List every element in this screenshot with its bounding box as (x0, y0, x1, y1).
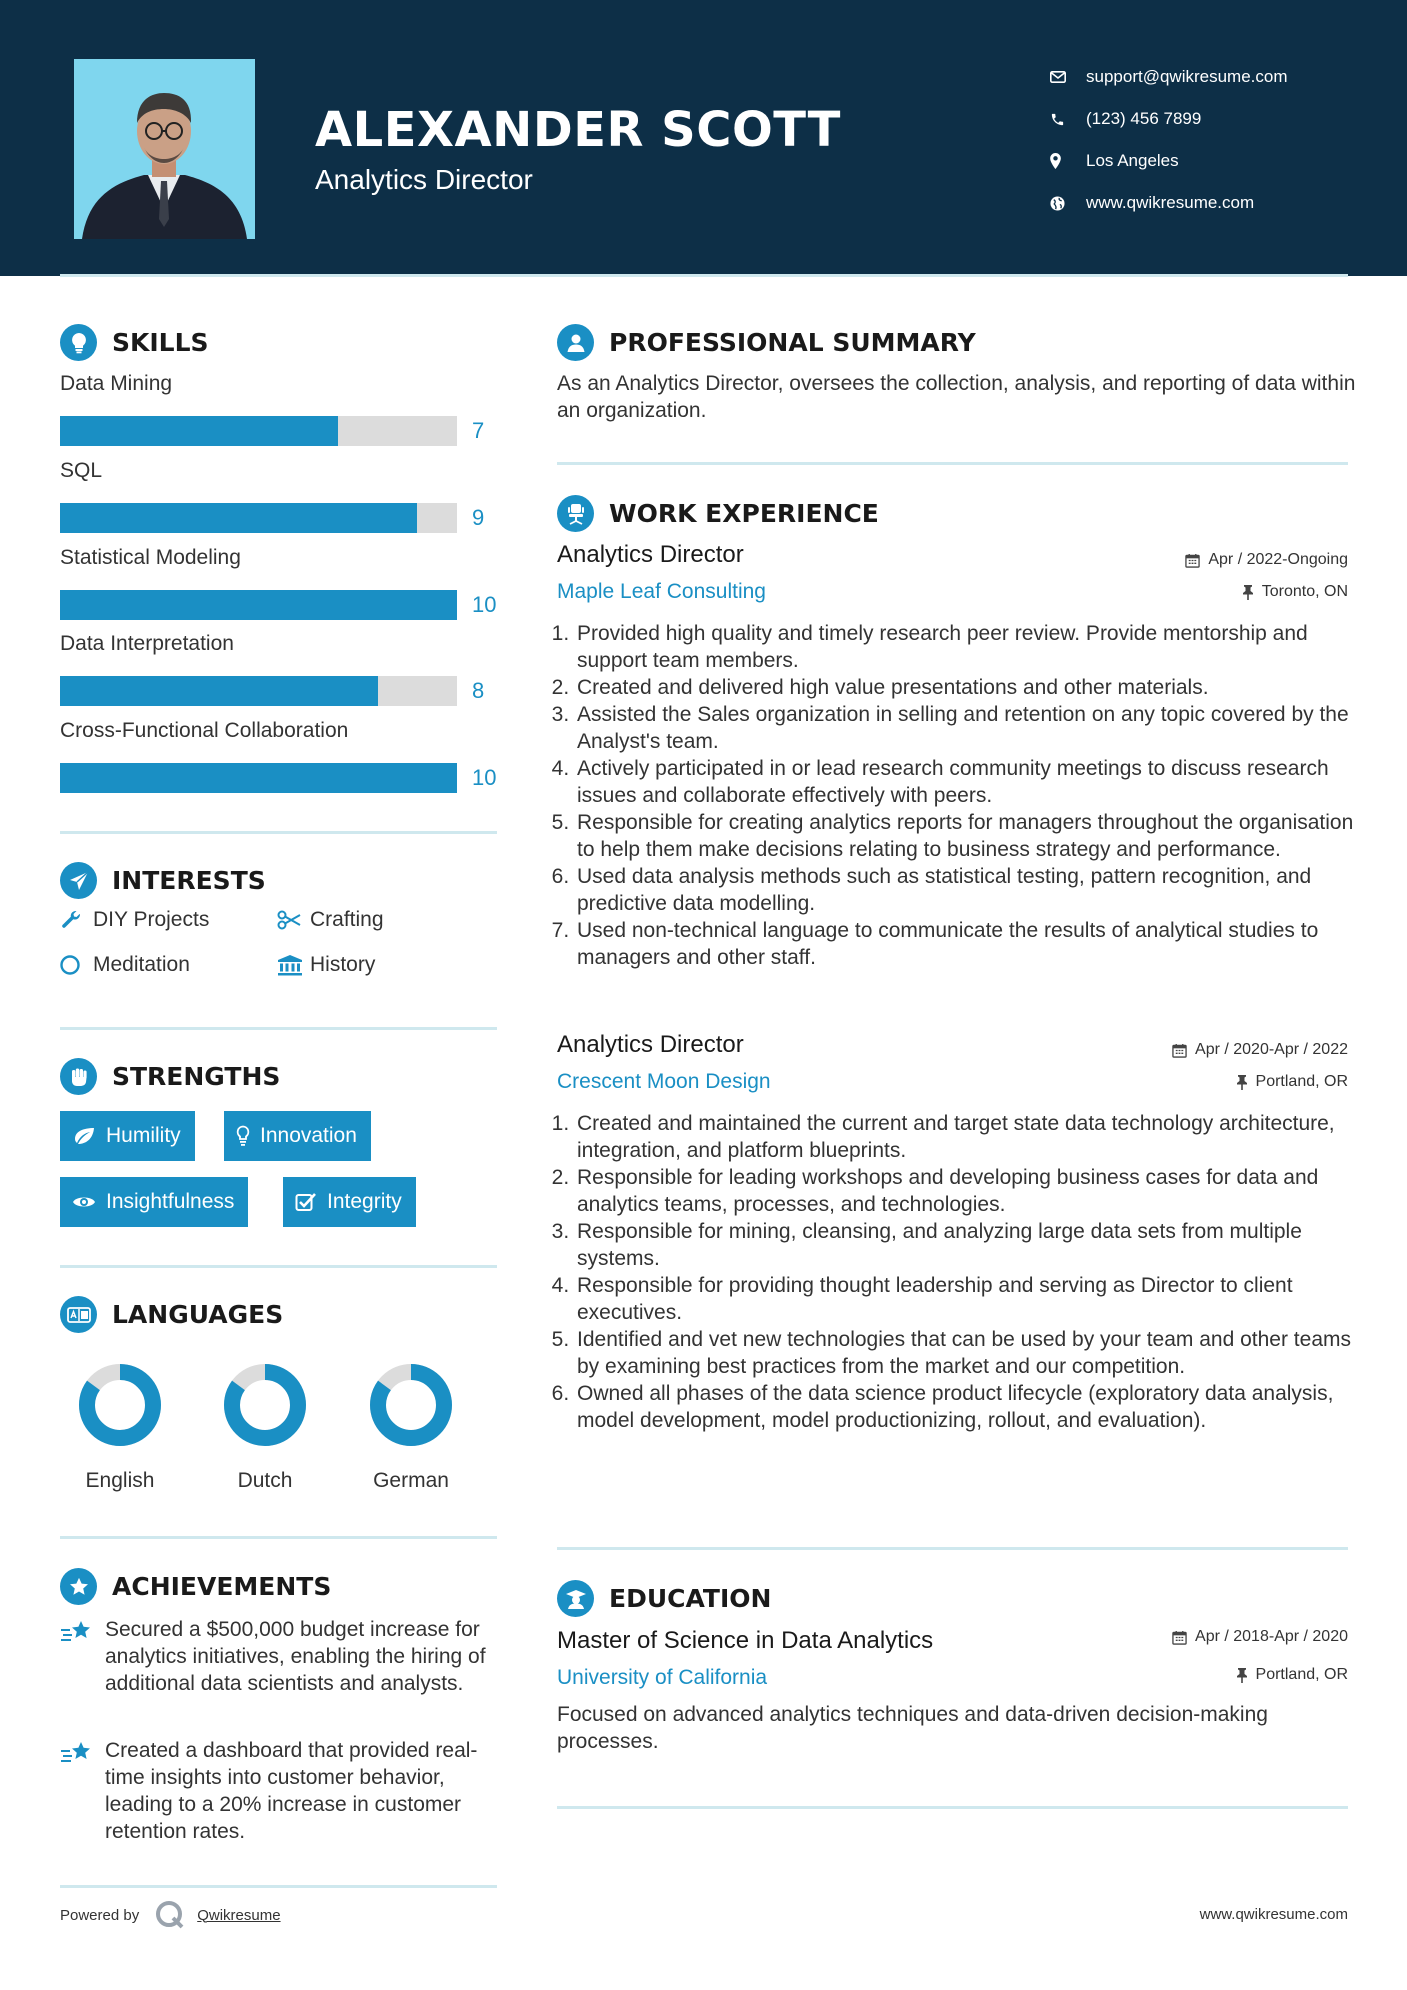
job-location-text: Portland, OR (1255, 1073, 1348, 1090)
footer-website[interactable]: www.qwikresume.com (1199, 1906, 1348, 1923)
interest-label: DIY Projects (93, 908, 210, 931)
interest-item (277, 908, 384, 932)
skill-bar-track (60, 416, 457, 446)
languages-title: LANGUAGES (112, 1300, 284, 1329)
profile-photo (74, 59, 255, 239)
skill-item (60, 370, 500, 446)
skill-name: Statistical Modeling (60, 546, 241, 569)
interest-label: Meditation (93, 953, 190, 976)
skill-item (60, 457, 500, 533)
job-duty: 7. Used non-technical language to communicate the results of analytical studies to managers and other staff. (575, 917, 1357, 971)
leaf-icon (72, 1127, 96, 1145)
job-duty: 5. Responsible for creating analytics reports for managers throughout the organisation to help them make decisions relating to business strategy and performance. (575, 809, 1357, 863)
qwikresume-logo-icon (155, 1900, 185, 1930)
job-duty: 1. Provided high quality and timely research peer review. Provide mentorship and support team members. (575, 620, 1357, 674)
summary-text: As an Analytics Director, oversees the collection, analysis, and reporting of data within an organization. (557, 372, 1356, 422)
skill-item (60, 717, 500, 793)
section-divider (60, 1536, 497, 1539)
summary-heading (557, 324, 976, 361)
language-donut (205, 1360, 325, 1450)
job-duty: 2. Responsible for leading workshops and developing business cases for data and analytics teams, processes, and technologies. (575, 1164, 1357, 1218)
shooting-star-icon (60, 1737, 105, 1845)
job-duty: 2. Created and delivered high value presentations and other materials. (575, 674, 1357, 701)
strength-tag (60, 1111, 195, 1161)
job-duty: 6. Used data analysis methods such as statistical testing, pattern recognition, and predictive data modelling. (575, 863, 1357, 917)
languages-heading (60, 1296, 283, 1333)
user-icon (557, 324, 594, 361)
language-donut (351, 1360, 471, 1450)
contact-email[interactable] (1050, 56, 1288, 98)
contact-website[interactable] (1050, 182, 1288, 224)
skill-level: 7 (472, 418, 485, 443)
achievements-heading (60, 1568, 331, 1605)
education-location-text: Portland, OR (1255, 1666, 1348, 1683)
candidate-title: Analytics Director (315, 164, 533, 195)
job-location-text: Toronto, ON (1261, 583, 1348, 600)
circle-icon (60, 955, 93, 975)
contact-location (1050, 140, 1288, 182)
phone-icon (1050, 112, 1086, 127)
achievement-text: Created a dashboard that provided real-time insights into customer behavior, leading to a 20% increase in customer retention rates. (105, 1739, 478, 1843)
scissors-icon (277, 910, 310, 930)
job-duty: 6. Owned all phases of the data science product lifecycle (exploratory data analysis, model development, model productionizing, rollout, and evaluation). (575, 1380, 1357, 1434)
contact-phone-text: (123) 456 7899 (1086, 109, 1202, 128)
language-icon (60, 1296, 97, 1333)
summary-title: PROFESSIONAL SUMMARY (609, 328, 976, 357)
skill-name: Data Mining (60, 372, 173, 395)
job-title: Analytics Director (557, 541, 744, 568)
globe-icon (1050, 196, 1086, 211)
job-duty: 5. Identified and vet new technologies that can be used by your team and other teams by examining best practices from the market and our competition. (575, 1326, 1357, 1380)
language-name: German (373, 1469, 449, 1492)
strength-tag (60, 1177, 248, 1227)
education-text: Focused on advanced analytics techniques and data-driven decision-making processes. (557, 1703, 1268, 1753)
section-divider (557, 462, 1348, 465)
strength-tag (283, 1177, 416, 1227)
job-company: Crescent Moon Design (557, 1070, 771, 1093)
skill-name: SQL (60, 459, 103, 482)
section-divider (557, 1806, 1348, 1809)
pushpin-icon (1242, 584, 1254, 600)
eye-icon (72, 1194, 96, 1210)
skill-bar-fill (60, 590, 457, 620)
resume-header (0, 0, 1407, 276)
skill-level: 9 (472, 505, 485, 530)
contact-website-text: www.qwikresume.com (1086, 193, 1255, 212)
job-dates (1185, 551, 1348, 569)
wrench-icon (60, 909, 93, 931)
language-item (351, 1360, 471, 1493)
strength-tag (224, 1111, 371, 1161)
job-company: Maple Leaf Consulting (557, 580, 766, 603)
section-divider (557, 1547, 1348, 1550)
interest-item (277, 953, 375, 977)
skill-name: Data Interpretation (60, 632, 234, 655)
job-duties (557, 1110, 1357, 1434)
strengths-heading (60, 1058, 280, 1095)
education-heading (557, 1580, 771, 1617)
graduate-icon (557, 1580, 594, 1617)
skill-level: 8 (472, 678, 485, 703)
candidate-name: ALEXANDER SCOTT (315, 102, 841, 158)
calendar-icon (1185, 553, 1200, 568)
shooting-star-icon (60, 1616, 105, 1697)
strength-label: Innovation (260, 1124, 357, 1147)
institution-icon (277, 954, 310, 976)
qwikresume-link[interactable]: Qwikresume (197, 1906, 281, 1924)
contact-list (1050, 56, 1288, 224)
interests-heading (60, 862, 266, 899)
lightbulb-icon (60, 324, 97, 361)
achievement-item (60, 1737, 500, 1845)
section-divider (60, 1885, 497, 1888)
job-duty: 3. Assisted the Sales organization in selling and retention on any topic covered by the Analyst's team. (575, 701, 1357, 755)
powered-by-label: Powered by (60, 1906, 140, 1924)
skill-bar-track (60, 590, 457, 620)
job-duty: 4. Responsible for providing thought leadership and serving as Director to client executives. (575, 1272, 1357, 1326)
achievement-text: Secured a $500,000 budget increase for analytics initiatives, enabling the hiring of additional data scientists and analysts. (105, 1618, 486, 1695)
strengths-title: STRENGTHS (112, 1062, 281, 1091)
interest-item (60, 908, 209, 932)
job-title: Analytics Director (557, 1031, 744, 1058)
star-badge-icon (60, 1568, 97, 1605)
experience-heading (557, 495, 879, 532)
language-donut (60, 1360, 180, 1450)
envelope-icon (1050, 71, 1086, 83)
language-name: English (85, 1469, 155, 1492)
strength-label: Integrity (327, 1190, 402, 1213)
education-dates-text: Apr / 2018-Apr / 2020 (1195, 1628, 1348, 1645)
skill-bar-fill (60, 503, 417, 533)
skill-bar-fill (60, 676, 378, 706)
pushpin-icon (1236, 1074, 1248, 1090)
skill-bar-fill (60, 416, 338, 446)
skill-item (60, 630, 500, 706)
contact-email-text: support@qwikresume.com (1086, 67, 1288, 86)
office-chair-icon (557, 495, 594, 532)
achievement-item (60, 1616, 500, 1697)
job-dates-text: Apr / 2020-Apr / 2022 (1195, 1041, 1348, 1058)
pushpin-icon (1236, 1667, 1248, 1683)
skills-title: SKILLS (112, 328, 209, 357)
job-dates-text: Apr / 2022-Ongoing (1208, 551, 1348, 568)
contact-phone[interactable] (1050, 98, 1288, 140)
fist-icon (60, 1058, 97, 1095)
section-divider (60, 831, 497, 834)
section-divider (60, 1027, 497, 1030)
skills-heading (60, 324, 209, 361)
education-dates (1172, 1628, 1348, 1646)
education-title: EDUCATION (609, 1584, 772, 1613)
school-name: University of California (557, 1666, 768, 1689)
skill-name: Cross-Functional Collaboration (60, 719, 349, 742)
achievements-title: ACHIEVEMENTS (112, 1572, 332, 1601)
job-duty: 4. Actively participated in or lead research community meetings to discuss research issues and collaborate effectively with peers. (575, 755, 1357, 809)
skill-item (60, 544, 500, 620)
skill-bar-fill (60, 763, 457, 793)
job-location (1242, 583, 1348, 601)
header-divider (60, 274, 1348, 277)
section-divider (60, 1265, 497, 1268)
interest-label: History (310, 953, 376, 976)
map-marker-icon (1050, 153, 1086, 169)
skill-bar-track (60, 503, 457, 533)
experience-title: WORK EXPERIENCE (609, 499, 879, 528)
language-item (60, 1360, 180, 1493)
strength-label: Humility (106, 1124, 181, 1147)
language-item (205, 1360, 325, 1493)
degree-title: Master of Science in Data Analytics (557, 1627, 934, 1654)
paper-plane-icon (60, 862, 97, 899)
language-name: Dutch (237, 1469, 293, 1492)
job-dates (1172, 1041, 1348, 1059)
job-location (1236, 1073, 1348, 1091)
skill-level: 10 (472, 592, 497, 617)
check-square-icon (295, 1192, 317, 1212)
interest-item (60, 953, 190, 977)
interest-label: Crafting (310, 908, 384, 931)
skill-bar-track (60, 763, 457, 793)
skill-bar-track (60, 676, 457, 706)
powered-by (60, 1900, 281, 1930)
calendar-icon (1172, 1043, 1187, 1058)
calendar-icon (1172, 1630, 1187, 1645)
job-duty: 1. Created and maintained the current and target state data technology architecture, integration, and platform blueprints. (575, 1110, 1357, 1164)
contact-location-text: Los Angeles (1086, 151, 1179, 170)
job-duties (557, 620, 1357, 971)
skill-level: 10 (472, 765, 497, 790)
job-duty: 3. Responsible for mining, cleansing, and analyzing large data sets from multiple systems. (575, 1218, 1357, 1272)
interests-title: INTERESTS (112, 866, 266, 895)
strength-label: Insightfulness (106, 1190, 235, 1213)
education-location (1236, 1666, 1348, 1684)
lightbulb-icon (236, 1125, 250, 1147)
